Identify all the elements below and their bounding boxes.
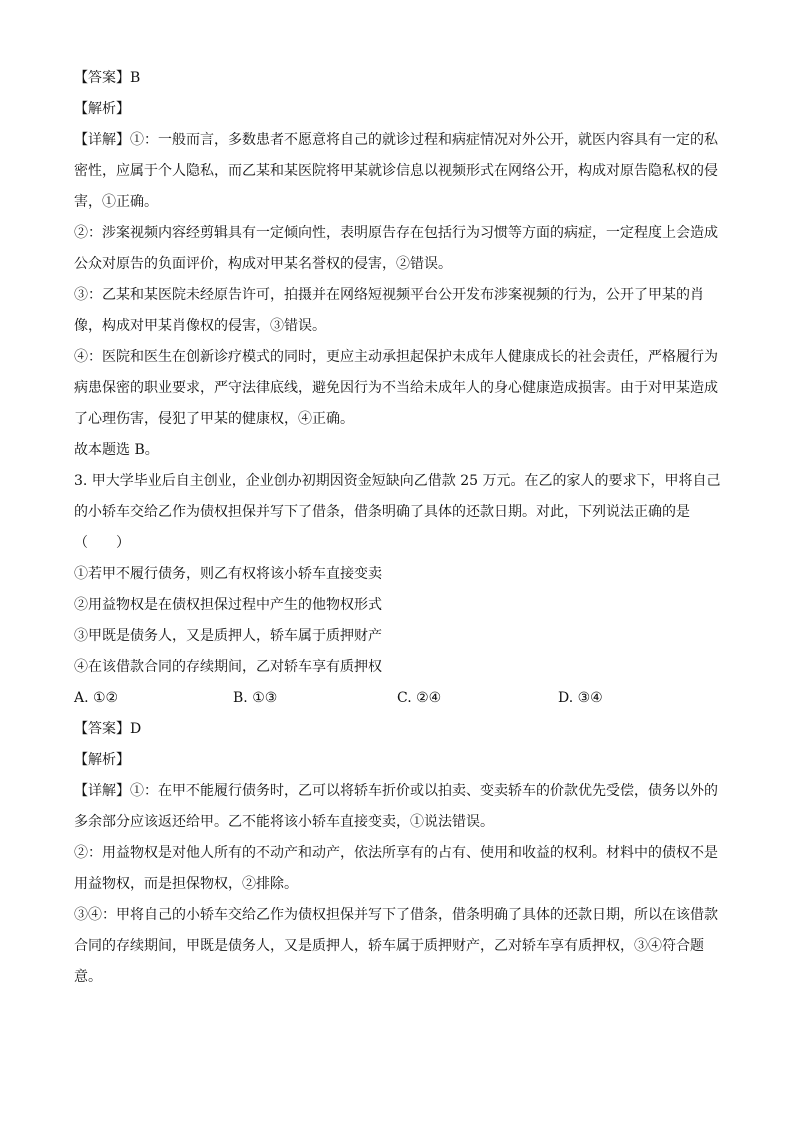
explanation-line: 像，构成对甲某肖像权的侵害，③错误。 [74,318,326,334]
explanation-line: ②：涉案视频内容经剪辑具有一定倾向性，表明原告存在包括行为习惯等方面的病症，一定程度上会造成 [74,225,718,241]
answer-options [74,683,712,714]
explanation-line: 病患保密的职业要求，严守法律底线，避免因行为不当给未成年人的身心健康造成损害。由于对甲某造成 [74,380,718,396]
option-c: C. ②④ [397,690,442,706]
question-stem: 3. 甲大学毕业后自主创业，企业创办初期因资金短缺向乙借款 25 万元。在乙的家人的要求下，甲将自己 [74,473,721,489]
option-b: B. ①③ [233,690,278,706]
explanation-line: 【详解】①：在甲不能履行债务时，乙可以将轿车折价或以拍卖、变卖轿车的价款优先受偿，债务以外的 [74,783,718,799]
explanation-line: 用益物权，而是担保物权，②排除。 [74,876,298,892]
option-d: D. ③④ [558,690,603,706]
explanation-line: 了心理伤害，侵犯了甲某的健康权，④正确。 [74,411,354,427]
analysis-heading-q2: 【解析】 [74,101,130,117]
answer-label-q2: 【答案】B [74,70,141,86]
explanation-line: 公众对原告的负面评价，构成对甲某名誉权的侵害，②错误。 [74,256,452,272]
analysis-heading-q3: 【解析】 [74,752,130,768]
statement-item: ②用益物权是在债权担保过程中产生的他物权形式 [74,597,382,613]
explanation-line: ③：乙某和某医院未经原告许可，拍摄并在网络短视频平台公开发布涉案视频的行为，公开了甲某的肖 [74,287,704,303]
statement-item: ①若甲不履行债务，则乙有权将该小轿车直接变卖 [74,566,382,582]
conclusion-line: 故本题选 B。 [74,442,159,458]
option-a: A. ①② [74,690,119,706]
explanation-line: 害，①正确。 [74,194,158,210]
explanation-line: ③④：甲将自己的小轿车交给乙作为债权担保并写下了借条，借条明确了具体的还款日期，所以在该借款 [74,907,718,923]
explanation-line: 多余部分应该返还给甲。乙不能将该小轿车直接变卖，①说法错误。 [74,814,494,830]
explanation-line: ④：医院和医生在创新诊疗模式的同时，更应主动承担起保护未成年人健康成长的社会责任，严格履行为 [74,349,718,365]
explanation-line: 合同的存续期间，甲既是债务人，又是质押人，轿车属于质押财产，乙对轿车享有质押权，③④符合题 [74,938,704,954]
explanation-line: 【详解】①：一般而言，多数患者不愿意将自己的就诊过程和病症情况对外公开，就医内容具有一定的私 [74,132,718,148]
question-blank: （ ） [74,535,130,551]
statement-item: ③甲既是债务人，又是质押人，轿车属于质押财产 [74,628,382,644]
explanation-line: 意。 [74,969,102,985]
answer-label-q3: 【答案】D [74,721,142,737]
question-stem: 的小轿车交给乙作为债权担保并写下了借条，借条明确了具体的还款日期。对此，下列说法正确的是 [74,504,690,520]
statement-item: ④在该借款合同的存续期间，乙对轿车享有质押权 [74,659,382,675]
explanation-line: ②：用益物权是对他人所有的不动产和动产，依法所享有的占有、使用和收益的权利。材料中的债权不是 [74,845,718,861]
explanation-line: 密性，应属于个人隐私，而乙某和某医院将甲某就诊信息以视频形式在网络公开，构成对原告隐私权的侵 [74,163,718,179]
